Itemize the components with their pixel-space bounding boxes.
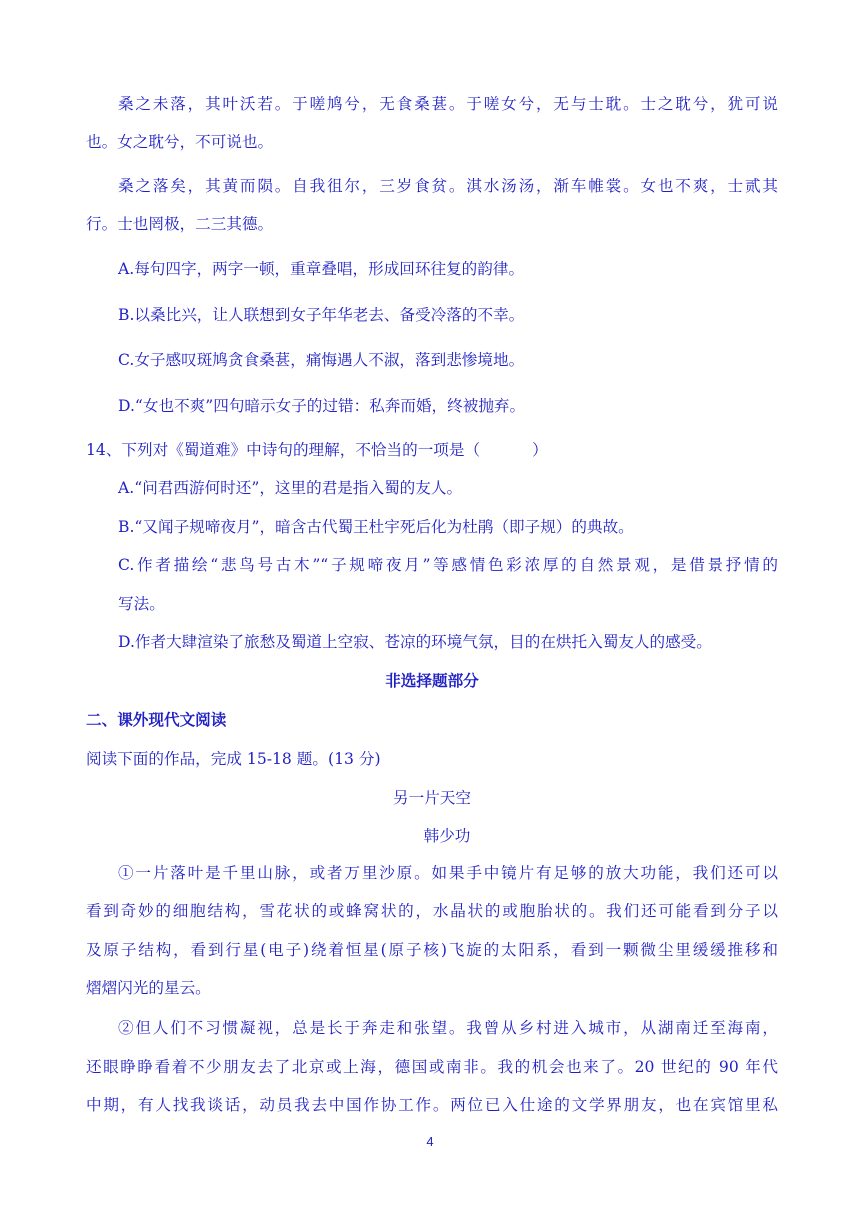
q14-option-b: B.“又闻子规啼夜月”，暗含古代蜀王杜宇死后化为杜鹃（即子规）的典故。 [118,518,634,536]
article-line: 熠熠闪光的星云。 [86,979,211,997]
article-line: 及原子结构，看到行星(电子)绕着恒星(原子核)飞旋的太阳系，看到一颗微尘里缓缓推移和 [86,941,778,959]
section-title: 非选择题部分 [385,672,479,690]
q13-option-b: B.以桑比兴，让人联想到女子年华老去、备受冷落的不幸。 [118,306,525,324]
article-author: 韩少功 [423,827,471,845]
article-line: ②但人们不习惯凝视，总是长于奔走和张望。我曾从乡村进入城市，从湖南迁至海南， [118,1019,778,1037]
part-heading: 二、课外现代文阅读 [86,711,227,729]
q13-option-d: D.“女也不爽”四句暗示女子的过错：私奔而婚，终被抛弃。 [118,397,526,415]
article-line: 看到奇妙的细胞结构，雪花状的或蜂窝状的，水晶状的或胞胎状的。我们还可能看到分子以 [86,902,778,920]
q14-stem-text: 14、下列对《蜀道难》中诗句的理解，不恰当的一项是（ [86,441,481,459]
article-line: 还眼睁睁看着不少朋友去了北京或上海，德国或南非。我的机会也来了。20 世纪的 90 年代 [86,1058,778,1076]
article-line: 中期，有人找我谈话，动员我去中国作协工作。两位已入仕途的文学界朋友，也在宾馆里私 [86,1096,778,1114]
q13-option-c: C.女子感叹斑鸠贪食桑葚，痛悔遇人不淑，落到悲惨境地。 [118,351,525,369]
q14-stem [86,439,548,461]
poem-line: 行。士也罔极，二三其德。 [86,215,274,233]
q14-option-d: D.作者大肆渲染了旅愁及蜀道上空寂、苍凉的环境气氛，目的在烘托入蜀友人的感受。 [118,633,712,651]
poem-line: 也。女之耽兮，不可说也。 [86,133,274,151]
poem-line: 桑之未落，其叶沃若。于嗟鸠兮，无食桑葚。于嗟女兮，无与士耽。士之耽兮，犹可说 [118,95,778,113]
q14-option-c-cont: 写法。 [118,595,165,613]
article-line: ①一片落叶是千里山脉，或者万里沙原。如果手中镜片有足够的放大功能，我们还可以 [118,864,778,882]
q14-option-c: C.作者描绘“悲鸟号古木”“子规啼夜月”等感情色彩浓厚的自然景观，是借景抒情的 [118,556,778,574]
poem-line: 桑之落矣，其黄而陨。自我徂尔，三岁食贫。淇水汤汤，渐车帷裳。女也不爽，士贰其 [118,177,778,195]
article-title: 另一片天空 [393,789,471,807]
q14-option-a: A.“问君西游何时还”，这里的君是指入蜀的友人。 [118,479,463,497]
page-number: 4 [426,1134,434,1149]
q13-option-a: A.每句四字，两字一顿，重章叠唱，形成回环往复的韵律。 [118,260,525,278]
q14-stem-close: ） [532,441,548,459]
reading-instruction: 阅读下面的作品，完成 15-18 题。(13 分) [86,750,381,768]
